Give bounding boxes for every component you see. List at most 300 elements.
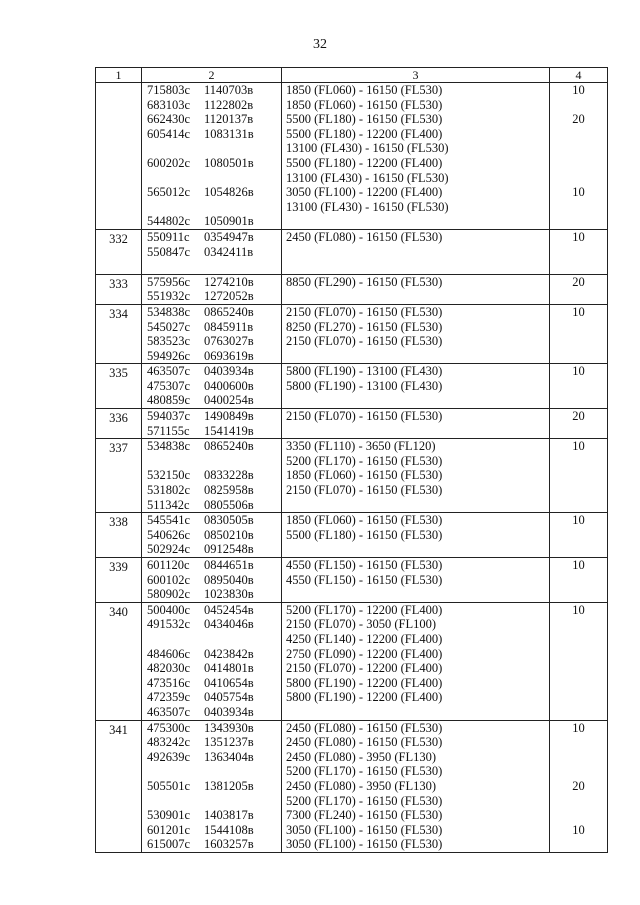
longitude: 1381205в [204,778,254,793]
category-cell [550,364,608,409]
altitude-range [286,289,549,304]
longitude: 0403934в [204,364,254,379]
longitude: 0354947в [204,229,254,244]
latitude: 571155с [147,423,190,438]
coordinate-line [147,528,281,543]
longitude: 0400600в [204,378,254,393]
zone-number: 332 [96,229,142,274]
category-value [550,632,607,647]
category-value [550,808,607,823]
coordinate-line [147,171,281,186]
category-value [550,528,607,543]
coordinate-line [147,498,281,513]
table-row [96,274,608,304]
longitude: 1122802в [204,97,254,112]
longitude: 1140703в [204,83,254,97]
latitude: 580902с [147,587,191,602]
longitude: 0763027в [204,334,254,349]
zone-number: 337 [96,439,142,513]
longitude: 0825958в [204,483,254,498]
category-value: 10 [572,602,585,617]
altitude-range: 5500 (FL180) - 12200 (FL400) [286,155,443,170]
category-value [550,156,607,171]
coordinate-line [147,305,281,320]
longitude: 1490849в [204,409,254,424]
latitude: 505501с [147,778,191,793]
coordinate-line [147,483,281,498]
longitude: 1023830в [204,587,254,602]
altitude-range: 5200 (FL170) - 16150 (FL530) [286,793,443,808]
longitude: 0410654в [204,675,254,690]
coordinates-cell [142,364,282,409]
altitude-range: 13100 (FL430) - 16150 (FL530) [286,141,449,156]
table-row [96,558,608,603]
coordinate-line [147,750,281,765]
longitude: 1403817в [204,808,254,823]
altitude-range: 5500 (FL180) - 16150 (FL530) [286,112,443,127]
table-row [96,304,608,363]
category-cell [550,602,608,720]
longitude: 1120137в [204,112,254,127]
coordinate-line [147,245,281,260]
altitude-range-cell [282,720,550,852]
category-cell [550,229,608,274]
latitude: 615007с [147,837,191,852]
latitude: 565012с [147,185,191,200]
altitude-range: 2450 (FL080) - 16150 (FL530) [286,720,443,735]
category-value [550,127,607,142]
latitude: 532150с [147,468,191,483]
latitude: 601120с [147,558,190,572]
latitude: 531802с [147,483,191,498]
altitude-range: 2150 (FL070) - 3050 (FL100) [286,617,436,632]
airspace-table [95,67,608,853]
latitude: 575956с [147,274,191,289]
altitude-range: 8850 (FL290) - 16150 (FL530) [286,274,443,289]
zone-number: 335 [96,364,142,409]
category-cell [550,83,608,230]
coordinates-cell [142,274,282,304]
altitude-range: 3050 (FL100) - 16150 (FL530) [286,822,443,837]
longitude: 1541419в [204,423,254,438]
category-value [550,735,607,750]
latitude: 492639с [147,749,191,764]
category-value [550,334,607,349]
altitude-range-cell [282,558,550,603]
longitude: 1054826в [204,185,254,200]
altitude-range: 1850 (FL060) - 16150 (FL530) [286,513,443,528]
altitude-range-cell [282,513,550,558]
coordinate-line [147,98,281,113]
longitude: 0693619в [204,348,254,363]
table-row [96,229,608,274]
category-value: 10 [572,229,585,244]
longitude: 0830505в [204,513,254,528]
category-value: 20 [572,112,585,127]
category-value [550,542,607,557]
altitude-range: 2150 (FL070) - 16150 (FL530) [286,334,443,349]
coordinates-cell [142,602,282,720]
category-value: 10 [572,364,585,379]
coordinate-line [147,185,281,200]
altitude-range: 5800 (FL190) - 12200 (FL400) [286,675,443,690]
coordinates-cell [142,439,282,513]
altitude-range [286,349,549,364]
category-value [550,379,607,394]
category-cell [550,304,608,363]
altitude-range: 2450 (FL080) - 3950 (FL130) [286,749,436,764]
latitude: 600202с [147,155,191,170]
latitude: 662430с [147,112,191,127]
altitude-range: 1850 (FL060) - 16150 (FL530) [286,468,443,483]
category-value: 10 [572,304,585,319]
coordinate-line [147,468,281,483]
altitude-range: 5200 (FL170) - 16150 (FL530) [286,453,443,468]
coordinate-line [147,275,281,290]
category-value [550,750,607,765]
altitude-range [286,259,549,274]
longitude: 1274210в [204,274,254,289]
category-value [550,171,607,186]
longitude: 0865240в [204,304,254,319]
coordinate-line [147,779,281,794]
coordinate-line [147,364,281,379]
latitude: 544802с [147,214,191,229]
coordinate-line [147,289,281,304]
longitude: 1603257в [204,837,254,852]
coordinates-cell [142,83,282,230]
altitude-range: 2450 (FL080) - 16150 (FL530) [286,735,443,750]
latitude: 482030с [147,661,191,676]
category-value [550,690,607,705]
latitude: 484606с [147,646,191,661]
latitude: 511342с [147,497,190,512]
longitude: 0405754в [204,690,254,705]
coordinate-line [147,690,281,705]
category-value [550,214,607,229]
altitude-range [286,498,549,513]
coordinate-line [147,735,281,750]
altitude-range: 5800 (FL190) - 13100 (FL430) [286,378,443,393]
category-value [550,98,607,113]
category-value [550,141,607,156]
altitude-range: 5800 (FL190) - 12200 (FL400) [286,690,443,705]
coordinate-line [147,632,281,647]
category-value [550,617,607,632]
category-value [550,245,607,260]
category-value [550,289,607,304]
coordinate-line [147,808,281,823]
altitude-range: 4250 (FL140) - 12200 (FL400) [286,631,443,646]
altitude-range: 2150 (FL070) - 16150 (FL530) [286,304,443,319]
category-value: 10 [572,439,585,454]
altitude-range: 2150 (FL070) - 16150 (FL530) [286,409,443,424]
category-value [550,705,607,720]
longitude: 1343930в [204,720,254,735]
longitude: 0434046в [204,617,254,632]
altitude-range: 3350 (FL110) - 3650 (FL120) [286,439,436,454]
coordinate-line [147,379,281,394]
longitude: 0452454в [204,602,254,617]
category-cell [550,513,608,558]
altitude-range [286,245,549,260]
latitude: 540626с [147,527,191,542]
category-value [550,468,607,483]
latitude: 534838с [147,304,191,319]
coordinate-line [147,454,281,469]
coordinate-line [147,112,281,127]
zone-number: 339 [96,558,142,603]
table-row [96,720,608,852]
table-row [96,83,608,230]
altitude-range [286,587,549,602]
category-value [550,587,607,602]
category-value: 10 [572,822,585,837]
altitude-range: 3050 (FL100) - 12200 (FL400) [286,185,443,200]
altitude-range-cell [282,304,550,363]
coordinates-cell [142,558,282,603]
altitude-range-cell [282,364,550,409]
coordinate-line [147,334,281,349]
longitude: 1544108в [204,822,254,837]
latitude: 601201с [147,822,191,837]
coordinate-line [147,320,281,335]
longitude: 1080501в [204,155,254,170]
altitude-range-cell [282,409,550,439]
category-value [550,393,607,408]
longitude: 0403934в [204,704,254,719]
category-value [550,764,607,779]
altitude-range: 5500 (FL180) - 16150 (FL530) [286,527,443,542]
altitude-range: 2450 (FL080) - 3950 (FL130) [286,778,436,793]
latitude: 550847с [147,244,191,259]
latitude: 483242с [147,735,191,750]
coordinate-line [147,83,281,98]
category-value [550,200,607,215]
longitude: 0833228в [204,468,254,483]
category-value: 20 [572,274,585,289]
coordinate-line [147,587,281,602]
altitude-range [286,705,549,720]
category-value: 10 [572,83,585,97]
coordinates-cell [142,229,282,274]
category-cell [550,720,608,852]
category-value: 10 [572,185,585,200]
coordinate-line [147,200,281,215]
altitude-range-cell [282,274,550,304]
altitude-range: 2150 (FL070) - 16150 (FL530) [286,483,443,498]
longitude: 0805506в [204,497,254,512]
latitude: 594926с [147,348,191,363]
latitude: 534838с [147,439,191,454]
category-value [550,483,607,498]
altitude-range: 5800 (FL190) - 13100 (FL430) [286,364,443,379]
coordinate-line [147,513,281,528]
table-header-row [96,68,608,83]
coordinate-line [147,393,281,408]
category-value [550,424,607,439]
column-header: 2 [142,68,282,83]
coordinate-line [147,230,281,245]
coordinate-line [147,823,281,838]
latitude: 480859с [147,393,191,408]
coordinate-line [147,424,281,439]
altitude-range: 13100 (FL430) - 16150 (FL530) [286,170,449,185]
altitude-range: 2150 (FL070) - 12200 (FL400) [286,661,443,676]
longitude: 0912548в [204,542,254,557]
coordinate-line [147,603,281,618]
latitude: 715803с [147,83,191,97]
category-value [550,320,607,335]
altitude-range: 5200 (FL170) - 12200 (FL400) [286,602,443,617]
page-number: 32 [313,37,327,52]
category-value [550,647,607,662]
coordinate-line [147,647,281,662]
coordinate-line [147,794,281,809]
longitude: 0850210в [204,527,254,542]
coordinate-line [147,156,281,171]
latitude: 473516с [147,675,191,690]
zone-number: 338 [96,513,142,558]
latitude: 545027с [147,319,191,334]
category-cell [550,558,608,603]
category-value: 10 [572,720,585,735]
altitude-range: 3050 (FL100) - 16150 (FL530) [286,837,443,852]
longitude: 1050901в [204,214,254,229]
zone-number: 340 [96,602,142,720]
category-value [550,794,607,809]
table-row [96,409,608,439]
longitude: 0865240в [204,439,254,454]
zone-number: 341 [96,720,142,852]
coordinate-line [147,558,281,573]
latitude: 463507с [147,704,191,719]
longitude: 0895040в [204,572,254,587]
latitude: 551932с [147,289,191,304]
altitude-range-cell [282,602,550,720]
category-cell [550,274,608,304]
longitude: 0400254в [204,393,254,408]
latitude: 583523с [147,334,191,349]
altitude-range [286,393,549,408]
coordinate-line [147,214,281,229]
altitude-range [286,214,549,229]
category-value: 10 [572,558,585,572]
latitude: 530901с [147,808,191,823]
altitude-range-cell [282,439,550,513]
longitude: 1083131в [204,126,254,141]
latitude: 472359с [147,690,191,705]
coordinate-line [147,141,281,156]
coordinate-line [147,259,281,274]
altitude-range: 7300 (FL240) - 16150 (FL530) [286,808,443,823]
table-row [96,602,608,720]
category-cell [550,439,608,513]
category-value: 20 [572,409,585,424]
coordinate-line [147,127,281,142]
altitude-range: 13100 (FL430) - 16150 (FL530) [286,199,449,214]
category-value [550,349,607,364]
altitude-range: 2750 (FL090) - 12200 (FL400) [286,646,443,661]
coordinate-line [147,764,281,779]
altitude-range: 8250 (FL270) - 16150 (FL530) [286,319,443,334]
latitude: 475307с [147,378,191,393]
category-value [550,573,607,588]
latitude: 475300с [147,720,191,735]
longitude: 0845911в [204,319,254,334]
coordinate-line [147,409,281,424]
longitude: 1351237в [204,735,254,750]
coordinate-line [147,721,281,736]
latitude: 550911с [147,229,190,244]
longitude: 0342411в [204,244,254,259]
column-header: 3 [282,68,550,83]
latitude: 605414с [147,126,191,141]
altitude-range-cell [282,83,550,230]
longitude: 1363404в [204,749,254,764]
coordinate-line [147,573,281,588]
coordinate-line [147,661,281,676]
column-header: 4 [550,68,608,83]
latitude: 545541с [147,513,191,528]
column-header: 1 [96,68,142,83]
altitude-range [286,424,549,439]
coordinate-line [147,349,281,364]
zone-number: 334 [96,304,142,363]
zone-number: 336 [96,409,142,439]
latitude: 683103с [147,97,191,112]
zone-number: 333 [96,274,142,304]
coordinate-line [147,439,281,454]
coordinates-cell [142,409,282,439]
category-value [550,498,607,513]
coordinates-cell [142,513,282,558]
latitude: 491532с [147,617,191,632]
longitude: 0844651в [204,558,254,572]
category-value: 10 [572,513,585,528]
longitude: 1272052в [204,289,254,304]
category-value [550,661,607,676]
coordinate-line [147,837,281,852]
latitude: 600102с [147,572,191,587]
altitude-range-cell [282,229,550,274]
altitude-range: 2450 (FL080) - 16150 (FL530) [286,229,443,244]
coordinates-cell [142,720,282,852]
coordinates-cell [142,304,282,363]
coordinate-line [147,676,281,691]
altitude-range: 1850 (FL060) - 16150 (FL530) [286,97,443,112]
table-row [96,364,608,409]
altitude-range: 5200 (FL170) - 16150 (FL530) [286,764,443,779]
longitude: 0414801в [204,661,254,676]
altitude-range: 4550 (FL150) - 16150 (FL530) [286,572,443,587]
category-value [550,676,607,691]
category-value [550,259,607,274]
coordinate-line [147,542,281,557]
table-row [96,439,608,513]
altitude-range: 1850 (FL060) - 16150 (FL530) [286,83,443,97]
table-row [96,513,608,558]
altitude-range: 5500 (FL180) - 12200 (FL400) [286,126,443,141]
altitude-range: 4550 (FL150) - 16150 (FL530) [286,558,443,572]
category-cell [550,409,608,439]
altitude-range [286,542,549,557]
category-value [550,837,607,852]
latitude: 594037с [147,409,191,424]
latitude: 500400с [147,602,191,617]
coordinate-line [147,617,281,632]
coordinate-line [147,705,281,720]
